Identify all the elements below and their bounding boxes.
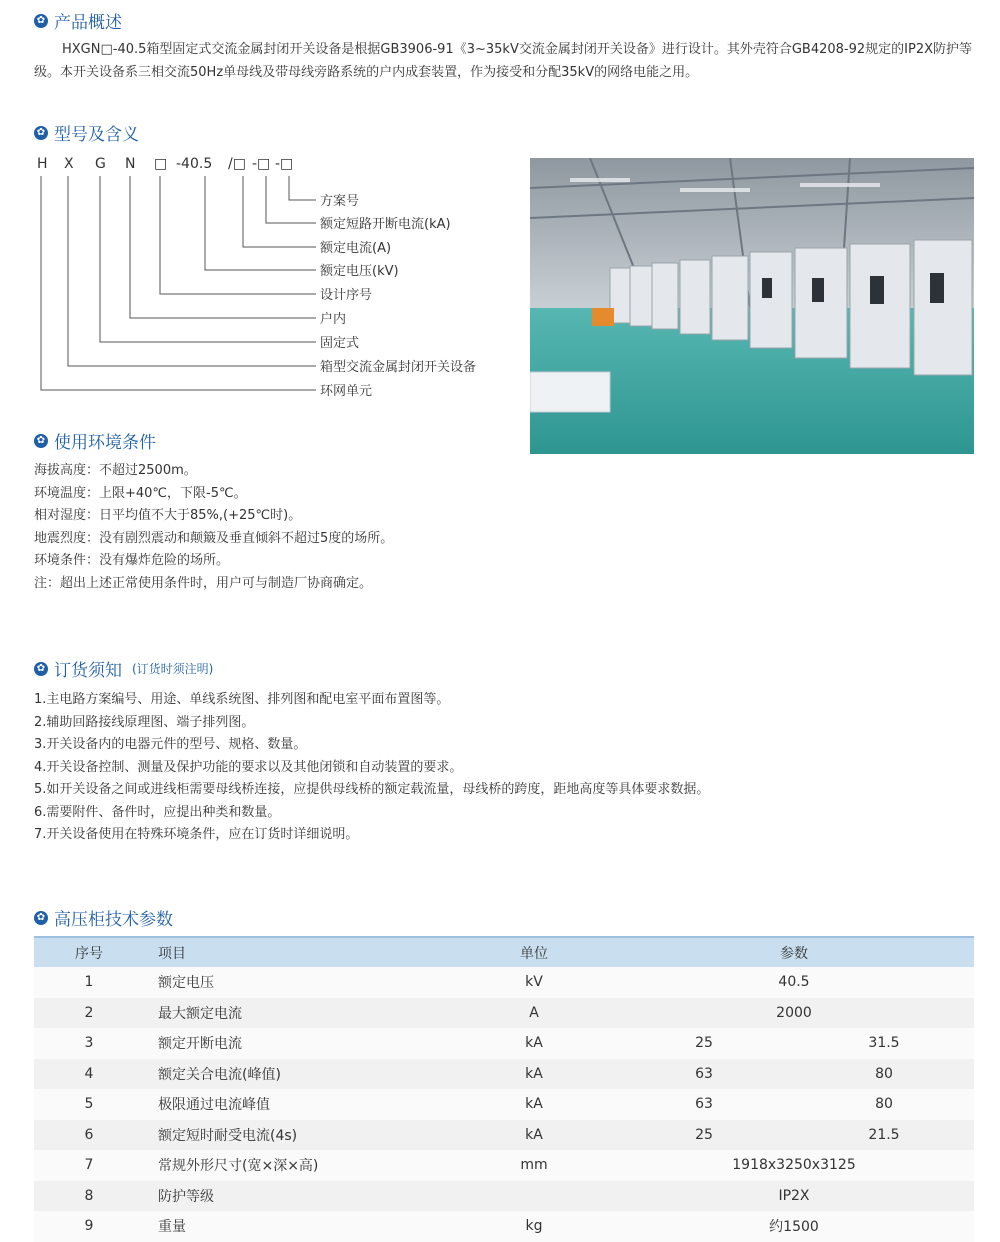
star-icon: ✿ bbox=[34, 662, 48, 676]
table-row bbox=[34, 1120, 974, 1151]
cell-item: 额定关合电流(峰值) bbox=[144, 1059, 454, 1090]
cell-value: 2000 bbox=[614, 998, 974, 1029]
environment-list bbox=[34, 460, 393, 595]
section-title-params bbox=[34, 905, 173, 930]
model-label: 设计序号 bbox=[320, 288, 373, 303]
ordering-line: 2.辅助回路接线原理图、端子排列图。 bbox=[34, 714, 255, 730]
table-row bbox=[34, 1089, 974, 1120]
cell-item: 最大额定电流 bbox=[144, 998, 454, 1029]
cell-value-1: 25 bbox=[614, 1120, 794, 1151]
cell-value-2: 31.5 bbox=[794, 1028, 974, 1059]
environment-line: 环境条件：没有爆炸危险的场所。 bbox=[34, 553, 230, 568]
model-label: 额定电压(kV) bbox=[320, 264, 399, 279]
overview-title: 产品概述 bbox=[54, 13, 122, 33]
cell-unit: kA bbox=[454, 1120, 614, 1151]
cell-value: IP2X bbox=[614, 1181, 974, 1212]
cell-item: 防护等级 bbox=[144, 1181, 454, 1212]
cell-no: 8 bbox=[34, 1181, 144, 1212]
cell-no: 4 bbox=[34, 1059, 144, 1090]
header-unit: 单位 bbox=[454, 937, 614, 967]
cell-item: 重量 bbox=[144, 1211, 454, 1242]
ordering-title: 订货须知 bbox=[54, 661, 122, 681]
code-part: -□ bbox=[275, 156, 294, 172]
table-row bbox=[34, 967, 974, 998]
cell-unit: kA bbox=[454, 1028, 614, 1059]
table-row bbox=[34, 998, 974, 1029]
header-value: 参数 bbox=[614, 937, 974, 967]
table-row bbox=[34, 1028, 974, 1059]
code-part: -40.5 bbox=[176, 156, 213, 172]
code-part: H bbox=[37, 156, 48, 172]
ordering-line: 6.需要附件、备件时，应提出种类和数量。 bbox=[34, 804, 281, 820]
cell-unit: A bbox=[454, 998, 614, 1029]
ordering-line: 3.开关设备内的电器元件的型号、规格、数量。 bbox=[34, 737, 307, 752]
table-row bbox=[34, 1181, 974, 1212]
cell-unit: kg bbox=[454, 1211, 614, 1242]
cell-no: 2 bbox=[34, 998, 144, 1029]
star-icon: ✿ bbox=[34, 126, 48, 140]
code-part: G bbox=[95, 156, 106, 172]
ordering-subtitle: (订货时须注明) bbox=[132, 662, 214, 676]
header-no: 序号 bbox=[34, 937, 144, 967]
header-item: 项目 bbox=[144, 937, 454, 967]
environment-title: 使用环境条件 bbox=[54, 433, 156, 453]
code-part: /□ bbox=[228, 156, 246, 172]
table-row bbox=[34, 1150, 974, 1181]
model-title: 型号及含义 bbox=[54, 125, 139, 145]
params-title: 高压柜技术参数 bbox=[54, 910, 173, 930]
model-label: 箱型交流金属封闭开关设备 bbox=[320, 360, 477, 375]
table-row bbox=[34, 1059, 974, 1090]
cell-no: 1 bbox=[34, 967, 144, 998]
cell-no: 6 bbox=[34, 1120, 144, 1151]
cell-value: 约1500 bbox=[614, 1211, 974, 1242]
code-part: -□ bbox=[252, 156, 271, 172]
star-icon: ✿ bbox=[34, 434, 48, 448]
ordering-line: 7.开关设备使用在特殊环境条件，应在订货时详细说明。 bbox=[34, 827, 359, 842]
cell-value-1: 63 bbox=[614, 1059, 794, 1090]
model-label: 额定电流(A) bbox=[320, 241, 392, 256]
environment-line: 地震烈度：没有剧烈震动和颠簸及垂直倾斜不超过5度的场所。 bbox=[34, 530, 394, 546]
table-row bbox=[34, 1211, 974, 1242]
environment-line: 环境温度：上限+40℃，下限-5℃。 bbox=[34, 485, 247, 501]
cell-no: 3 bbox=[34, 1028, 144, 1059]
overview-text: HXGN□-40.5箱型固定式交流金属封闭开关设备是根据GB3906-91《3~35kV交流金属封闭开关设备》进行设计。其外壳符合GB4208-92规定的IP2X防护等级。本开关设备系三相交流50Hz单母线及带母线旁路系统的户内成套装置，作为接受和分配35kV的网络电能之用。 bbox=[34, 42, 972, 80]
cell-unit: mm bbox=[454, 1150, 614, 1181]
environment-line: 注：超出上述正常使用条件时，用户可与制造厂协商确定。 bbox=[34, 575, 373, 591]
factory-photo bbox=[530, 158, 974, 454]
cell-item: 极限通过电流峰值 bbox=[144, 1089, 454, 1120]
environment-line: 海拔高度：不超过2500m。 bbox=[34, 463, 197, 478]
section-title-model bbox=[34, 120, 139, 145]
model-label: 额定短路开断电流(kA) bbox=[320, 217, 451, 232]
cell-item: 额定开断电流 bbox=[144, 1028, 454, 1059]
star-icon: ✿ bbox=[34, 14, 48, 28]
star-icon: ✿ bbox=[34, 911, 48, 925]
cell-item: 额定短时耐受电流(4s) bbox=[144, 1120, 454, 1151]
cell-value: 40.5 bbox=[614, 967, 974, 998]
section-title-ordering bbox=[34, 656, 213, 681]
model-code-diagram bbox=[0, 150, 520, 410]
section-title-overview bbox=[34, 8, 122, 33]
cell-item: 常规外形尺寸(宽×深×高) bbox=[144, 1150, 454, 1181]
table-header-row bbox=[34, 937, 974, 967]
cell-unit bbox=[454, 1181, 614, 1212]
cell-unit: kA bbox=[454, 1089, 614, 1120]
environment-line: 相对湿度：日平均值不大于85%,(+25℃时)。 bbox=[34, 508, 302, 523]
ordering-line: 5.如开关设备之间或进线柜需要母线桥连接，应提供母线桥的额定载流量，母线桥的跨度，距地高度等具体要求数据。 bbox=[34, 782, 710, 797]
cell-no: 7 bbox=[34, 1150, 144, 1181]
ordering-line: 1.主电路方案编号、用途、单线系统图、排列图和配电室平面布置图等。 bbox=[34, 692, 450, 707]
ordering-line: 4.开关设备控制、测量及保护功能的要求以及其他闭锁和自动装置的要求。 bbox=[34, 759, 463, 775]
section-title-environment bbox=[34, 428, 156, 453]
cell-value: 1918x3250x3125 bbox=[614, 1150, 974, 1181]
model-label: 方案号 bbox=[320, 194, 360, 209]
cell-value-2: 80 bbox=[794, 1089, 974, 1120]
cell-unit: kV bbox=[454, 967, 614, 998]
cell-value-2: 80 bbox=[794, 1059, 974, 1090]
code-part: N bbox=[125, 156, 136, 172]
params-table bbox=[34, 936, 974, 1242]
ordering-list bbox=[34, 689, 709, 847]
code-part: X bbox=[64, 156, 74, 172]
cell-unit: kA bbox=[454, 1059, 614, 1090]
cell-value-2: 21.5 bbox=[794, 1120, 974, 1151]
code-part: □ bbox=[154, 156, 168, 172]
model-label: 环网单元 bbox=[320, 384, 373, 399]
cell-no: 5 bbox=[34, 1089, 144, 1120]
cell-value-1: 63 bbox=[614, 1089, 794, 1120]
model-label: 固定式 bbox=[320, 336, 360, 351]
model-label: 户内 bbox=[320, 312, 347, 327]
cell-no: 9 bbox=[34, 1211, 144, 1242]
cell-value-1: 25 bbox=[614, 1028, 794, 1059]
cell-item: 额定电压 bbox=[144, 967, 454, 998]
